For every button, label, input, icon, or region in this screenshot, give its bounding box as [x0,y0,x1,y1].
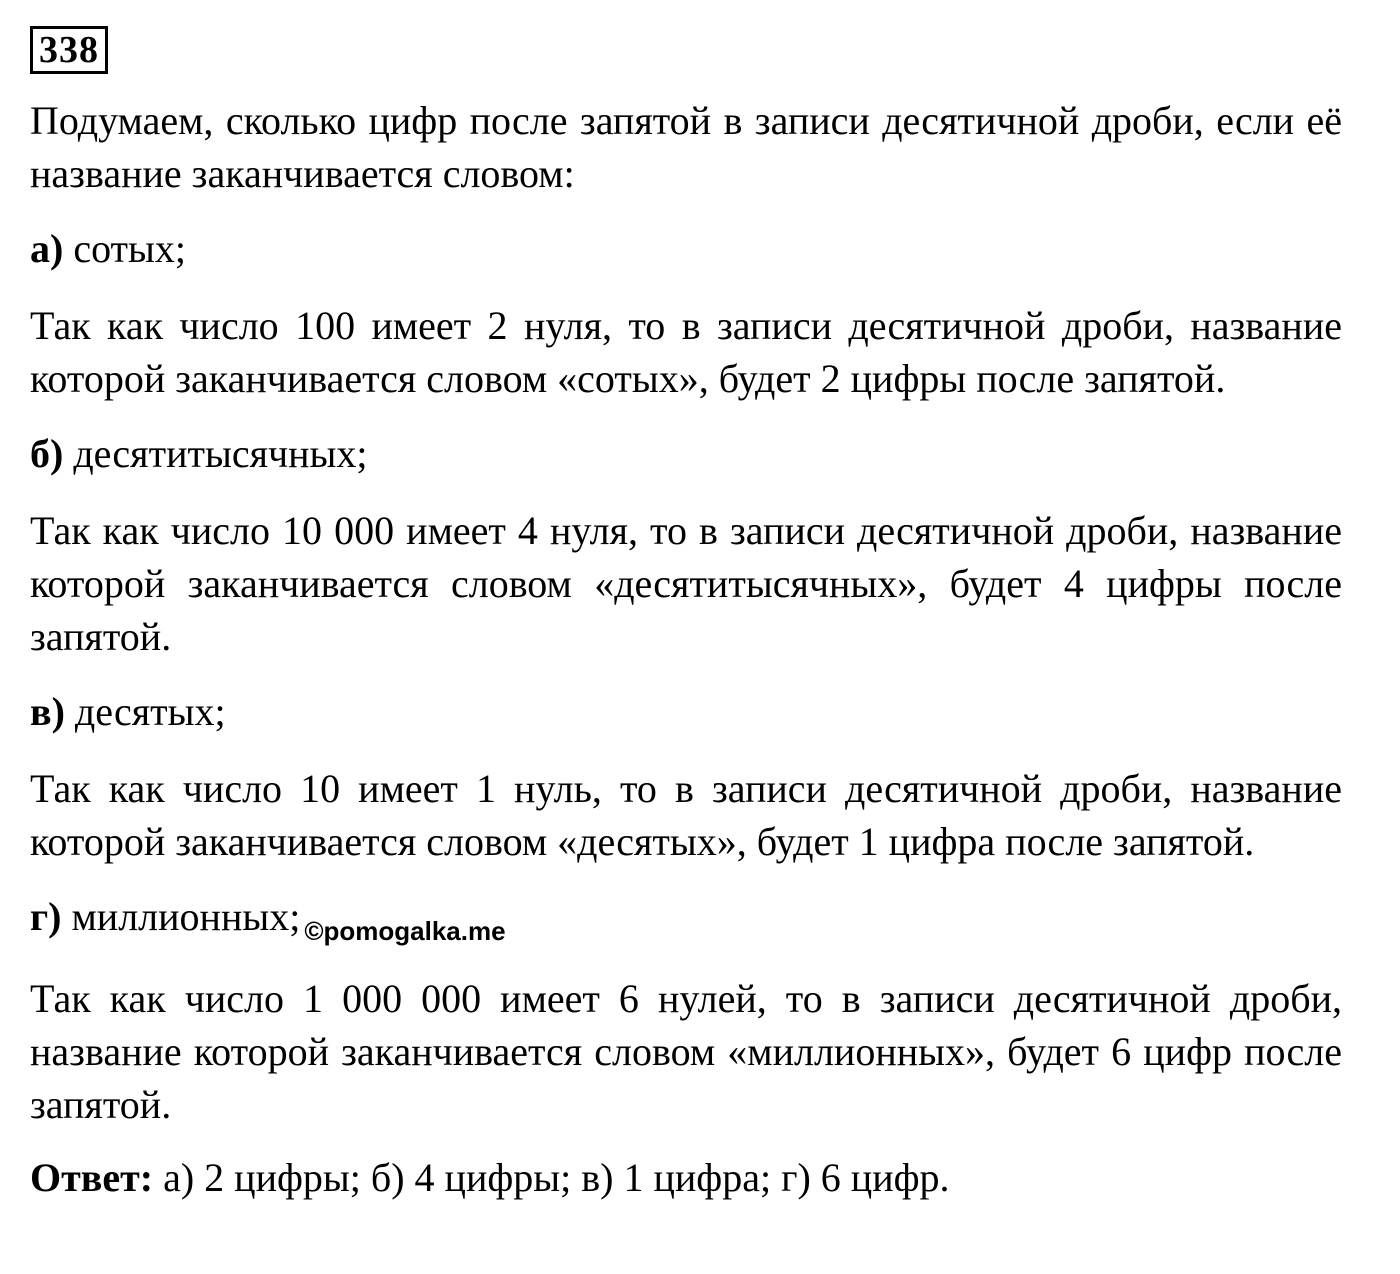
item-b-explanation: Так как число 10 000 имеет 4 нуля, то в записи десятичной дроби, название которой заканчивается словом «десятитысячных», будет 4 цифры после запятой. [30,508,1342,659]
item-d-label: г) [30,894,62,939]
item-b-word: десятитысячных; [63,431,368,476]
task-intro: Подумаем, сколько цифр после запятой в записи десятичной дроби, если её название заканчивается словом: [30,98,1342,196]
item-d-word: миллионных; [61,894,301,939]
item-c [30,685,1342,738]
answer-line [30,1151,1342,1204]
task-number-box: 338 [30,26,108,74]
item-c-label: в) [30,689,65,734]
answer-text: а) 2 цифры; б) 4 цифры; в) 1 цифра; г) 6 цифр. [153,1155,950,1200]
answer-label: Ответ: [30,1155,154,1200]
item-d-explanation: Так как число 1 000 000 имеет 6 нулей, то в записи десятичной дроби, название которой заканчивается словом «миллионных», будет 6 цифр после запятой. [30,976,1342,1127]
item-a [30,222,1342,275]
item-b-label: б) [30,431,64,476]
item-a-label: а) [30,226,64,271]
item-c-explanation: Так как число 10 имеет 1 нуль, то в записи десятичной дроби, название которой заканчивается словом «десятых», будет 1 цифра после запятой. [30,766,1342,864]
watermark: ©pomogalka.me [304,916,506,946]
item-a-explanation: Так как число 100 имеет 2 нуля, то в записи десятичной дроби, название которой заканчивается словом «сотых», будет 2 цифры после запятой. [30,303,1342,401]
item-d [30,890,1342,948]
item-a-word: сотых; [63,226,187,271]
solution-page [30,26,1342,1204]
item-c-word: десятых; [64,689,226,734]
item-b [30,427,1342,480]
